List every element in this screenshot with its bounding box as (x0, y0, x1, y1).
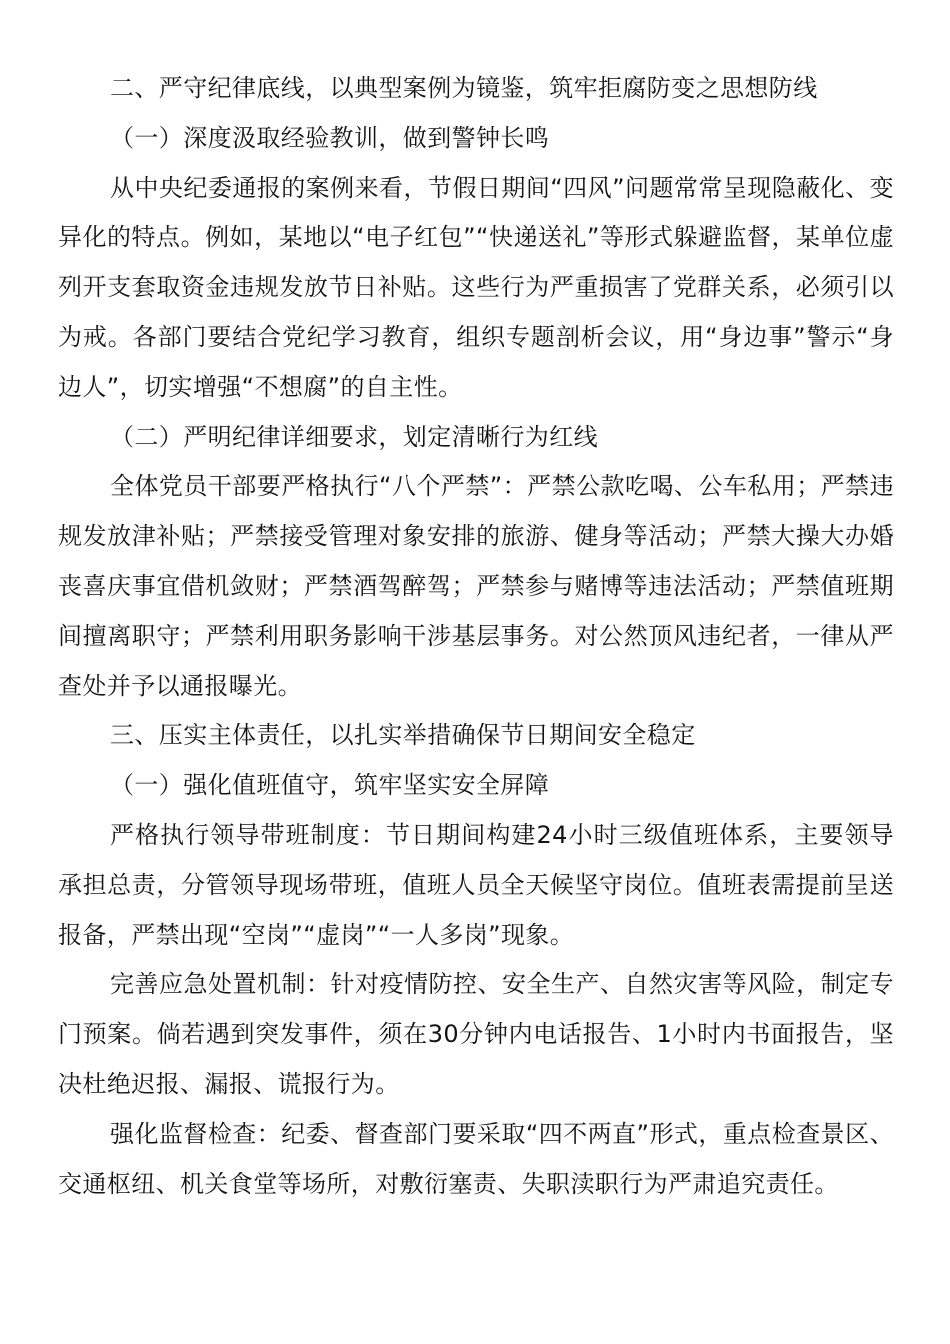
paragraph-case-lessons: 从中央纪委通报的案例来看，节假日期间“四风”问题常常呈现隐蔽化、变异化的特点。例如，某地以“电子红包”“快递送礼”等形式躲避监督，某单位虚列开支套取资金违规发放节日补贴。这些行为严重损害了党群关系，必须引以为戒。各部门要结合党纪学习教育，组织专题剖析会议，用“身边事”警示“身边人”，切实增强“不想腐”的自主性。 (58, 173, 894, 401)
document-page (58, 64, 894, 1209)
subheading-2-2: （二）严明纪律详细要求，划定清晰行为红线 (110, 422, 598, 451)
section-heading-3: 三、压实主体责任，以扎实举措确保节日期间安全稳定 (110, 721, 696, 750)
paragraph-duty-leadership: 严格执行领导带班制度：节日期间构建24小时三级值班体系，主要领导承担总责，分管领导现场带班，值班人员全天候坚守岗位。值班表需提前呈送报备，严禁出现“空岗”“虚岗”“一人多岗”现象。 (58, 820, 894, 949)
paragraph-eight-prohibitions: 全体党员干部要严格执行“八个严禁”：严禁公款吃喝、公车私用；严禁违规发放津补贴；严禁接受管理对象安排的旅游、健身等活动；严禁大操大办婚丧喜庆事宜借机敛财；严禁酒驾醉驾；严禁参与赌博等违法活动；严禁值班期间擅离职守；严禁利用职务影响干涉基层事务。对公然顶风违纪者，一律从严查处并予以通报曝光。 (58, 472, 894, 700)
section-heading-2: 二、严守纪律底线，以典型案例为镜鉴，筑牢拒腐防变之思想防线 (110, 74, 818, 102)
subheading-2-1: （一）深度汲取经验教训，做到警钟长鸣 (110, 123, 550, 152)
paragraph-emergency-mechanism: 完善应急处置机制：针对疫情防控、安全生产、自然灾害等风险，制定专门预案。倘若遇到突发事件，须在30分钟内电话报告、1小时内书面报告，坚决杜绝迟报、漏报、谎报行为。 (58, 970, 894, 1098)
paragraph-supervision: 强化监督检查：纪委、督查部门要采取“四不两直”形式，重点检查景区、交通枢纽、机关食堂等场所，对敷衍塞责、失职渎职行为严肃追究责任。 (58, 1119, 894, 1198)
subheading-3-1: （一）强化值班值守，筑牢坚实安全屏障 (110, 771, 550, 800)
